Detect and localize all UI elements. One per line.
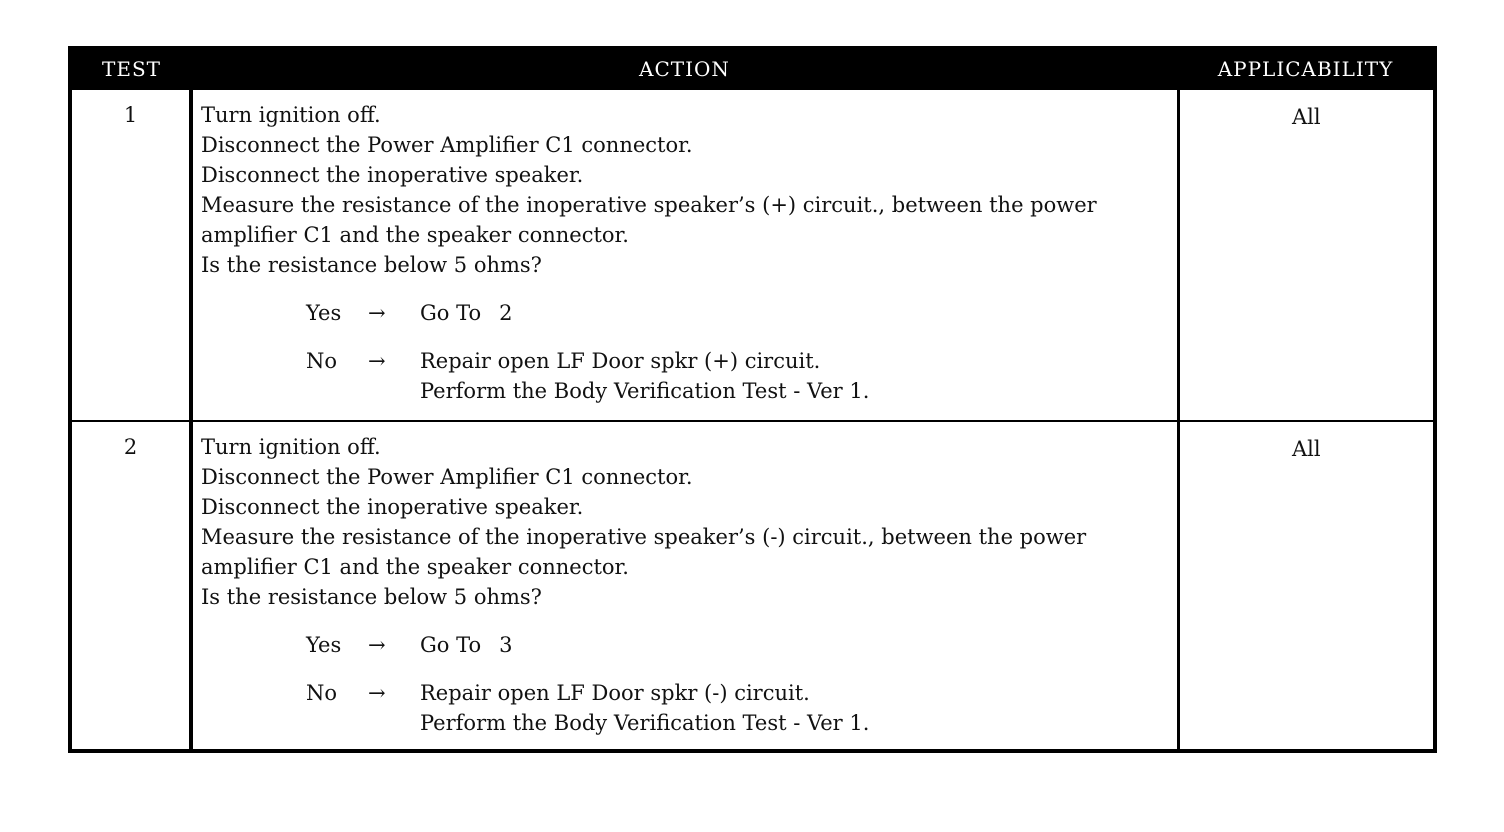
no-label: No <box>306 680 338 705</box>
action-step: Disconnect the Power Amplifier C1 connector. <box>201 464 693 489</box>
verification-instruction: Perform the Body Verification Test - Ver 1. <box>420 379 870 403</box>
verification-instruction: Perform the Body Verification Test - Ver 1. <box>420 710 870 735</box>
no-result <box>306 346 1171 406</box>
action-step: Measure the resistance of the inoperative speaker’s (-) circuit., between the power <box>201 524 1087 549</box>
repair-instruction: Repair open LF Door spkr (+) circuit. <box>420 349 821 373</box>
action-step: Disconnect the inoperative speaker. <box>201 163 584 187</box>
header-action: ACTION <box>191 48 1178 89</box>
action-step: Turn ignition off. <box>201 103 381 127</box>
action-step: Disconnect the inoperative speaker. <box>201 494 584 519</box>
goto-target: 3 <box>499 632 513 657</box>
header-test: TEST <box>70 48 191 89</box>
yes-label: Yes <box>306 632 342 657</box>
action-step: Turn ignition off. <box>201 434 381 459</box>
goto-target: 2 <box>499 301 513 325</box>
right-arrow-icon: → <box>368 349 386 373</box>
action-cell <box>191 421 1178 752</box>
header-applicability: APPLICABILITY <box>1178 48 1435 89</box>
right-arrow-icon: → <box>368 680 386 705</box>
action-step: Measure the resistance of the inoperative speaker’s (+) circuit., between the power <box>201 193 1097 217</box>
table-row <box>70 89 1435 421</box>
no-result <box>306 678 1171 738</box>
yes-label: Yes <box>306 301 342 325</box>
action-step: Is the resistance below 5 ohms? <box>201 584 542 609</box>
yes-result <box>306 298 1171 328</box>
applicability-value: All <box>1178 89 1435 421</box>
table-header-row <box>70 48 1435 89</box>
applicability-value: All <box>1178 421 1435 752</box>
right-arrow-icon: → <box>368 301 386 325</box>
goto-text: Go To <box>420 301 482 325</box>
goto-text: Go To <box>420 632 482 657</box>
table-row <box>70 421 1435 752</box>
action-step: amplifier C1 and the speaker connector. <box>201 223 629 247</box>
test-number: 2 <box>70 421 191 752</box>
action-cell <box>191 89 1178 421</box>
test-number: 1 <box>70 89 191 421</box>
repair-instruction: Repair open LF Door spkr (-) circuit. <box>420 680 810 705</box>
yes-result <box>306 630 1171 660</box>
diagnostic-test-table <box>68 46 1437 753</box>
right-arrow-icon: → <box>368 632 386 657</box>
no-label: No <box>306 349 338 373</box>
action-step: amplifier C1 and the speaker connector. <box>201 554 629 579</box>
action-step: Disconnect the Power Amplifier C1 connector. <box>201 133 693 157</box>
action-step: Is the resistance below 5 ohms? <box>201 253 542 277</box>
